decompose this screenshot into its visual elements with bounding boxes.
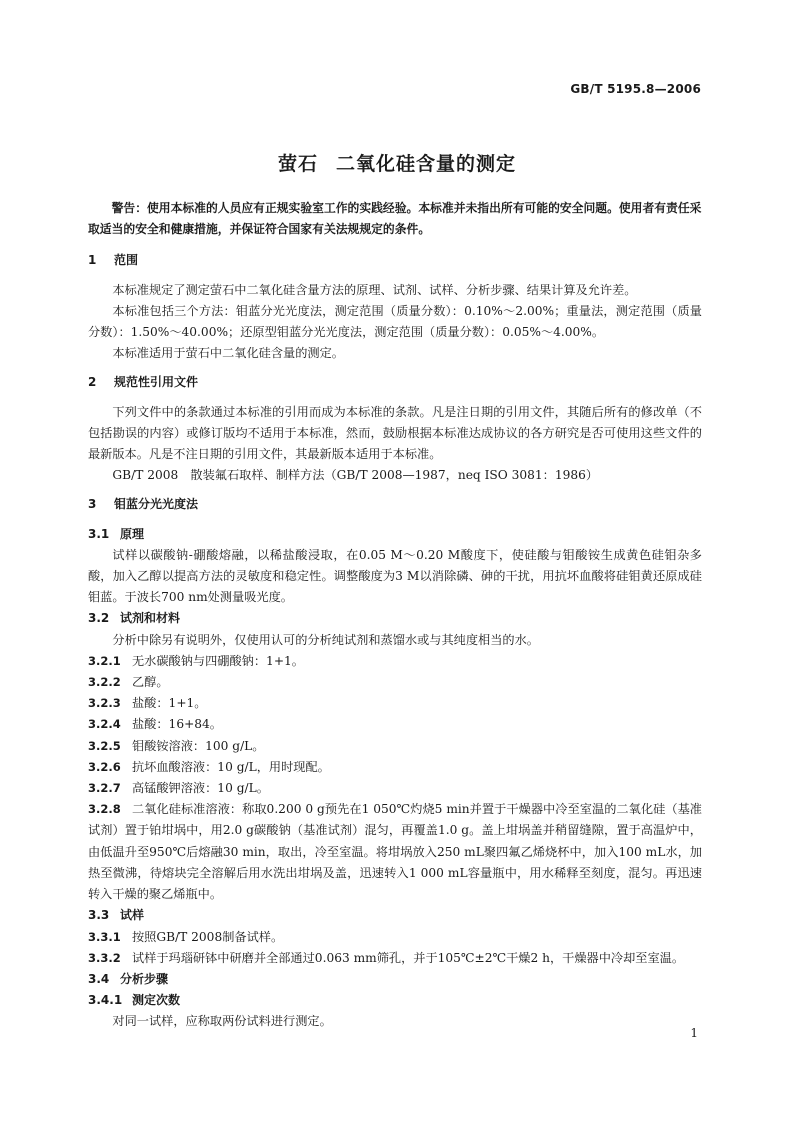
item-number: 3.2.6: [88, 759, 121, 774]
paragraph: 本标准适用于萤石中二氧化硅含量的测定。: [112, 346, 344, 361]
item-number: 3.2.1: [88, 653, 121, 668]
standard-code: GB/T 5195.8—2006: [570, 82, 701, 96]
item-text: 盐酸：1+1。: [132, 696, 207, 711]
item-text: 高锰酸钾溶液：10 g/L。: [132, 781, 269, 796]
subsubsection-title: 测定次数: [132, 993, 181, 1008]
list-item: [88, 948, 702, 969]
list-item: [88, 927, 702, 948]
item-text: 盐酸：16+84。: [132, 717, 222, 732]
item-number: 3.3.1: [88, 929, 121, 944]
subsection-number: 3.1: [88, 526, 110, 541]
document-body: [88, 198, 702, 1033]
item-number: 3.2.5: [88, 738, 121, 753]
section-number: 1: [88, 253, 97, 268]
list-item: [88, 672, 702, 693]
item-number: 3.3.2: [88, 950, 121, 965]
item-number: 3.2.7: [88, 781, 121, 796]
paragraph: 分析中除另有说明外，仅使用认可的分析纯试剂和蒸馏水或与其纯度相当的水。: [112, 632, 539, 647]
section-title: 钼蓝分光光度法: [114, 497, 199, 512]
page-title: [0, 149, 794, 176]
paragraph: 下列文件中的条款通过本标准的引用而成为本标准的条款。凡是注日期的引用文件，其随后所有的修改单（不包括勘误的内容）或修订版均不适用于本标准，然而，鼓励根据本标准达成协议的各方研究是否可使用这些文件的最新版本。凡是不注日期的引用文件，其最新版本适用于本标准。: [88, 404, 702, 462]
list-item: [88, 799, 702, 905]
list-item: [88, 778, 702, 799]
subsection-title: 试剂和材料: [120, 611, 181, 626]
section-number: 3: [88, 497, 97, 512]
subsection-heading-reagents: [88, 608, 702, 629]
subsubsection-heading-determinations: [88, 990, 702, 1011]
item-number: 3.2.3: [88, 696, 121, 711]
subsection-title: 分析步骤: [120, 971, 169, 986]
subsection-heading-sample: [88, 905, 702, 926]
list-item: [88, 693, 702, 714]
title-part2: 二氧化硅含量的测定: [336, 153, 517, 175]
item-number: 3.2.2: [88, 675, 121, 690]
list-item: [88, 757, 702, 778]
page-number: 1: [690, 1026, 698, 1040]
item-text: 试样于玛瑙研钵中研磨并全部通过0.063 mm筛孔，并于105℃±2℃干燥2 h，干燥器中冷却至室温。: [132, 950, 685, 965]
item-text: 按照GB/T 2008制备试样。: [132, 929, 284, 944]
subsection-title: 试样: [120, 908, 145, 923]
subsubsection-number: 3.4.1: [88, 993, 123, 1008]
item-text: 抗坏血酸溶液：10 g/L，用时现配。: [132, 759, 330, 774]
warning-text: 警告：使用本标准的人员应有正规实验室工作的实践经验。本标准并未指出所有可能的安全问题。使用者有责任采取适当的安全和健康措施，并保证符合国家有关法规规定的条件。: [88, 201, 702, 237]
paragraph: 对同一试样，应称取两份试料进行测定。: [112, 1014, 332, 1029]
subsection-heading-principle: [88, 524, 702, 545]
item-text: 二氧化硅标准溶液：称取0.200 0 g预先在1 050℃灼烧5 min并置于干燥器中冷至室温的二氧化硅（基准试剂）置于铂坩埚中，用2.0 g碳酸钠（基准试剂）混匀，再覆盖1.0 g。盖上坩埚盖并稍留缝隙，置于高温炉中，由低温升至950℃后熔融30 min，取出，冷至室温。将坩埚放入250 mL聚四氟乙烯烧杯中，加入100 mL水，加热至微沸，待熔块完全溶解后用水洗出坩埚及盖，迅速转入1 000 mL容量瓶中，用水稀释至刻度，混匀。再迅速转入干燥的聚乙烯瓶中。: [88, 802, 702, 902]
paragraph: 本标准包括三个方法：钼蓝分光光度法，测定范围（质量分数）：0.10%～2.00%；重量法，测定范围（质量分数）：1.50%～40.00%；还原型钼蓝分光光度法，测定范围（质量分数）：0.05%～4.00%。: [88, 303, 702, 340]
item-text: 无水碳酸钠与四硼酸钠：1+1。: [132, 653, 304, 668]
subsection-number: 3.4: [88, 971, 110, 986]
subsection-number: 3.3: [88, 908, 110, 923]
section-title: 规范性引用文件: [114, 375, 199, 390]
section-heading-references: [88, 372, 702, 393]
list-item: [88, 736, 702, 757]
item-text: 钼酸铵溶液：100 g/L。: [132, 738, 265, 753]
title-part1: 萤石: [277, 153, 318, 175]
section-heading-method: [88, 494, 702, 515]
subsection-number: 3.2: [88, 611, 110, 626]
list-item: [88, 651, 702, 672]
item-number: 3.2.8: [88, 802, 121, 817]
paragraph: 试样以碳酸钠-硼酸熔融，以稀盐酸浸取，在0.05 M～0.20 M酸度下，使硅酸与钼酸铵生成黄色硅钼杂多酸，加入乙醇以提高方法的灵敏度和稳定性。调整酸度为3 M以消除磷、砷的干扰，用抗坏血酸将硅钼黄还原成硅钼蓝。于波长700 nm处测量吸光度。: [88, 547, 702, 605]
section-heading-scope: [88, 250, 702, 271]
item-number: 3.2.4: [88, 717, 121, 732]
item-text: 乙醇。: [132, 675, 169, 690]
section-title: 范围: [114, 253, 139, 268]
subsection-title: 原理: [120, 526, 145, 541]
subsection-heading-procedure: [88, 969, 702, 990]
reference-entry: GB/T 2008 散装氟石取样、制样方法（GB/T 2008—1987，neq ISO 3081：1986）: [112, 468, 599, 483]
paragraph: 本标准规定了测定萤石中二氧化硅含量方法的原理、试剂、试样、分析步骤、结果计算及允许差。: [112, 282, 637, 297]
list-item: [88, 714, 702, 735]
section-number: 2: [88, 375, 97, 390]
